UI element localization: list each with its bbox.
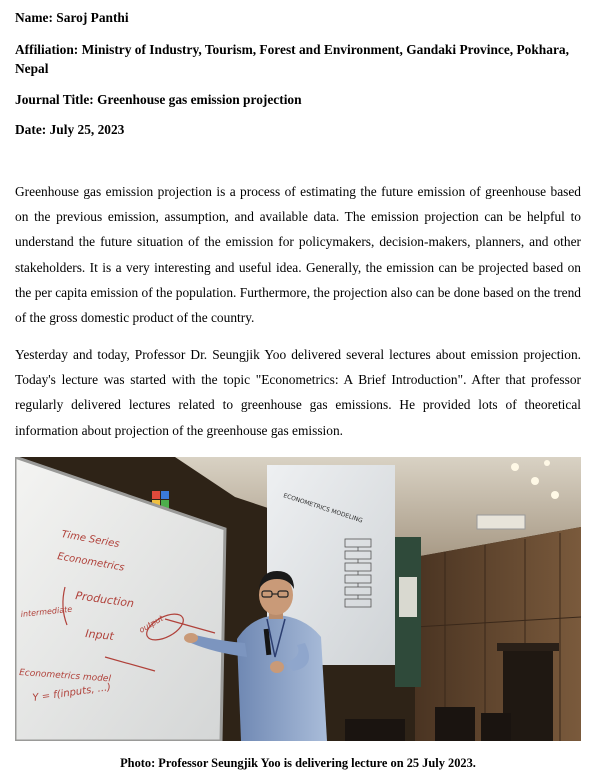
journal-title-label: Journal Title: <box>15 92 94 107</box>
banner-text-area <box>399 577 417 617</box>
whiteboard-word-7: Y = f(inputs, ...) <box>31 682 112 704</box>
date-line <box>15 120 581 139</box>
body-paragraph-1: Greenhouse gas emission projection is a process of estimating the future emission of greenhouse based on the previous emission, assumption, and available data. The emission projection can be helpful to understand the future situation of the emission for policymakers, decision-makers, planners, and other stakeholders. It is a very interesting and useful idea. Generally, the emission can be projected based on the per capita emission of the population. Furthermore, the projection also can be done based on the trend of the gross domestic product of the country. <box>15 184 581 326</box>
photo-caption: Photo: Professor Seungjik Yoo is delivering lecture on 25 July 2023. <box>120 756 476 770</box>
whiteboard-word-1: Time Series <box>60 529 121 551</box>
whiteboard-word-4: intermediate <box>20 604 73 619</box>
slide-title: ECONOMETRICS MODELING <box>282 492 364 525</box>
affiliation-label: Affiliation: <box>15 42 79 57</box>
journal-title-value: Greenhouse gas emission projection <box>97 92 302 107</box>
whiteboard-word-2: Econometrics <box>56 551 126 574</box>
author-name-line <box>15 8 581 27</box>
lecture-photo <box>15 457 581 741</box>
date-label: Date: <box>15 122 47 137</box>
name-value: Saroj Panthi <box>56 10 129 25</box>
date-value: July 25, 2023 <box>49 122 125 137</box>
ceiling-vent <box>477 515 525 529</box>
journal-title-line <box>15 90 581 109</box>
body-paragraph-2: Yesterday and today, Professor Dr. Seungjik Yoo delivered several lectures about emission projection. Today's lecture was started with the topic "Econometrics: A Brief Introduction". After that professor regularly delivered lectures related to greenhouse gas emissions. He provided lots of theoretical information about projection of the greenhouse gas emission. <box>15 347 581 438</box>
whiteboard-word-6: Econometrics model <box>18 668 112 685</box>
whiteboard-word-8: output <box>137 613 165 635</box>
whiteboard-word-5: Input <box>84 627 115 643</box>
podium-top <box>497 643 559 651</box>
affiliation-value: Ministry of Industry, Tourism, Forest and Environment, Gandaki Province, Pokhara, Nepal <box>15 42 569 76</box>
whiteboard-word-3: Production <box>74 589 135 611</box>
affiliation-line <box>15 40 581 78</box>
lecture-photo-illustration <box>15 457 581 741</box>
name-label: Name: <box>15 10 53 25</box>
